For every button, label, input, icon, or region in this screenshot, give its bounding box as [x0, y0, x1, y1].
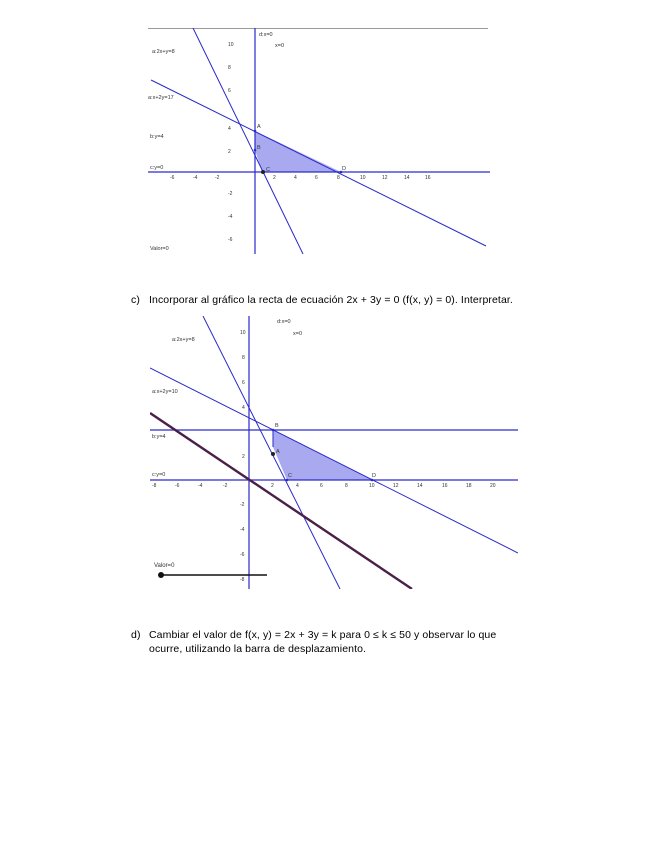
x-tick: -8 [152, 483, 157, 489]
label-x0-small: x=0 [293, 331, 303, 337]
line-x-plus-2y [151, 80, 486, 246]
point-d-marker [371, 479, 374, 482]
slider-handle[interactable] [158, 572, 164, 578]
y-tick: 8 [242, 355, 245, 361]
x-tick: 2 [271, 483, 274, 489]
label-y4: b:y=4 [150, 134, 164, 140]
graph-1-canvas [148, 28, 490, 254]
point-c-marker [286, 479, 289, 482]
x-tick: 12 [382, 175, 388, 181]
y-tick: -6 [228, 237, 233, 243]
x-tick: 12 [393, 483, 399, 489]
question-d-label: d) [131, 629, 141, 641]
graph-2 [150, 316, 518, 589]
x-tick-labels [170, 175, 431, 181]
point-c-label: C [288, 473, 292, 479]
question-c [131, 293, 551, 309]
y-tick: 4 [228, 126, 231, 132]
point-d-label: D [372, 473, 376, 479]
x-tick: 14 [417, 483, 423, 489]
point-b-marker [254, 149, 257, 152]
point-b-label: B [257, 145, 261, 151]
point-a-label: A [257, 124, 261, 130]
y-tick: -2 [228, 191, 233, 197]
label-y0: c:y=0 [152, 472, 166, 478]
line-2x-plus-y [193, 28, 303, 254]
y-tick: 2 [228, 149, 231, 155]
point-a-label: A [276, 449, 280, 455]
y-tick: -4 [240, 527, 245, 533]
y-tick: -4 [228, 214, 233, 220]
label-y0: c:y=0 [150, 165, 164, 171]
graph-2-canvas [150, 316, 518, 589]
x-tick: -2 [223, 483, 228, 489]
y-tick: 10 [228, 42, 234, 48]
question-d-text: Cambiar el valor de f(x, y) = 2x + 3y = k para 0 ≤ k ≤ 50 y observar lo que ocurre, utilizando la barra de desplazamiento. [149, 629, 497, 655]
x-tick: -6 [170, 175, 175, 181]
question-d [131, 628, 551, 660]
x-tick: 4 [294, 175, 297, 181]
y-tick: -8 [240, 577, 245, 583]
label-x-plus-2y: a:x+2y=10 [152, 389, 178, 395]
point-a-marker [254, 130, 257, 133]
point-c-label: C [266, 167, 270, 173]
y-tick: 2 [242, 454, 245, 460]
y-tick: 6 [228, 88, 231, 94]
y-tick-labels [228, 42, 234, 243]
x-tick: 20 [490, 483, 496, 489]
x-tick: -6 [175, 483, 180, 489]
label-x0-small: x=0 [275, 43, 285, 49]
y-tick: 8 [228, 65, 231, 71]
x-tick: 6 [315, 175, 318, 181]
point-d-label: D [342, 166, 346, 172]
x-tick: 16 [425, 175, 431, 181]
y-tick: -6 [240, 552, 245, 558]
y-tick: 10 [240, 330, 246, 336]
question-c-label: c) [131, 294, 140, 306]
x-tick: 16 [442, 483, 448, 489]
point-b-label: B [275, 423, 279, 429]
x-tick-labels [152, 483, 496, 489]
x-tick: 8 [345, 483, 348, 489]
line-2x-plus-y [203, 316, 340, 589]
x-tick: 6 [320, 483, 323, 489]
point-a-marker[interactable] [271, 452, 275, 456]
label-2x-plus-y: a:2x+y=8 [152, 49, 175, 55]
point-b-marker [272, 429, 275, 432]
label-x0: d:x=0 [277, 319, 291, 325]
x-tick: 10 [360, 175, 366, 181]
x-tick: 10 [369, 483, 375, 489]
question-c-text: Incorporar al gráfico la recta de ecuación 2x + 3y = 0 (f(x, y) = 0). Interpretar. [149, 294, 513, 306]
label-y4: b:y=4 [152, 434, 166, 440]
slider-label: Valor=0 [150, 246, 169, 252]
label-x-plus-2y: a:x+2y=17 [148, 95, 174, 101]
graph-1 [148, 28, 490, 254]
point-c-marker[interactable] [261, 170, 265, 174]
label-2x-plus-y: a:2x+y=8 [172, 337, 195, 343]
x-tick: 4 [296, 483, 299, 489]
x-tick: -4 [198, 483, 203, 489]
feasible-region [255, 131, 341, 172]
x-tick: 18 [466, 483, 472, 489]
x-tick: 2 [273, 175, 276, 181]
line-x-plus-2y [150, 368, 518, 553]
x-tick: 14 [404, 175, 410, 181]
x-tick: -4 [193, 175, 198, 181]
x-tick: 8 [337, 175, 340, 181]
y-tick: -2 [240, 502, 245, 508]
slider-label: Valor=0 [154, 563, 175, 569]
label-x0: d:x=0 [259, 32, 273, 38]
y-tick-labels [240, 330, 246, 583]
value-slider[interactable] [154, 563, 267, 578]
y-tick: 6 [242, 380, 245, 386]
y-tick: 4 [242, 405, 245, 411]
x-tick: -2 [215, 175, 220, 181]
